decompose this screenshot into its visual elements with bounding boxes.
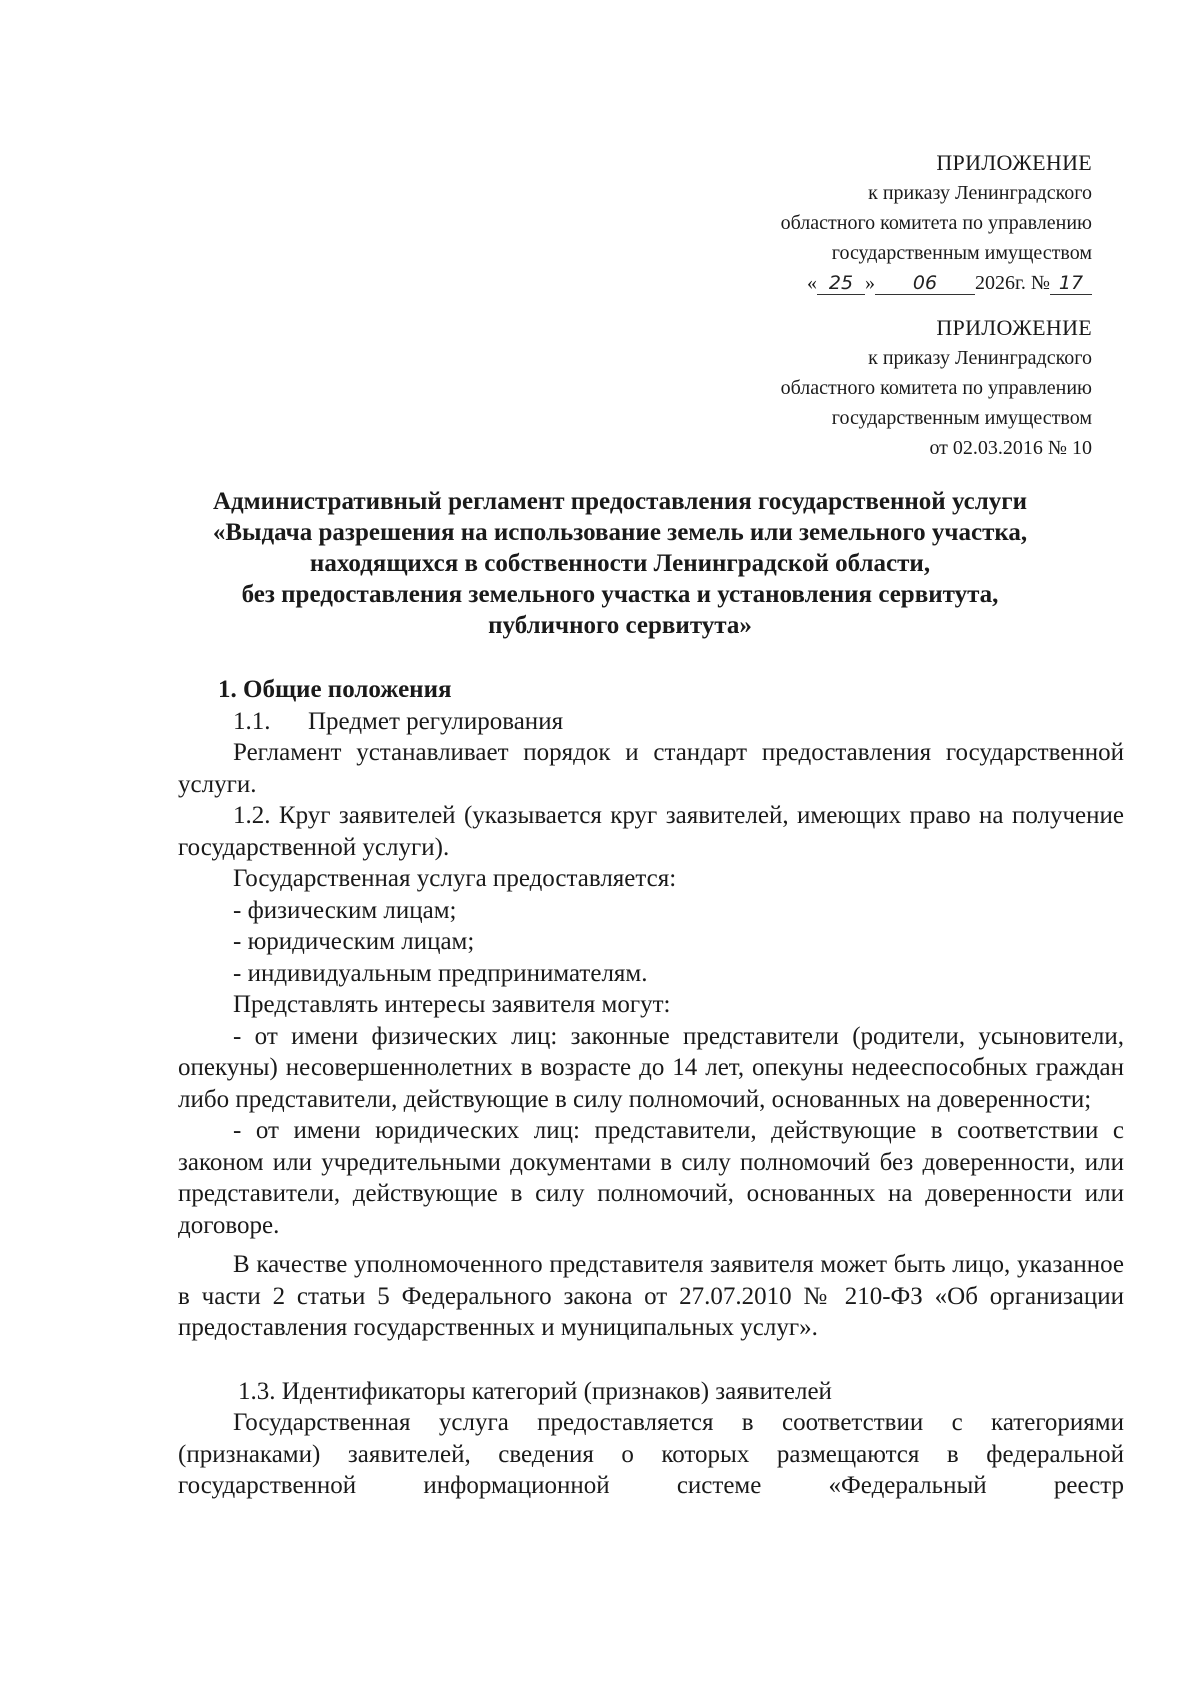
list-item: - юридическим лицам; [233,928,475,955]
annex-line: областного комитета по управлению [780,377,1092,399]
subsection-heading [178,706,1124,738]
annex-heading: ПРИЛОЖЕНИЕ [936,150,1092,175]
annex-block-original [572,313,1092,463]
list-item: - индивидуальным предпринимателям. [233,959,648,987]
list-item: - от имени физических лиц: законные представители (родители, усыновители, опекуны) несовершеннолетних в возрасте до 14 лет, опекуны недееспособных граждан либо представители, действующие в силу полномочий, основанных на доверенности; [178,1022,1124,1113]
annex-line: государственным имуществом [831,407,1092,429]
handwritten-month: 06 [875,272,975,295]
handwritten-day: 25 [817,272,865,295]
date-open-quote: « [806,272,817,294]
subsection-number: 1.1. [233,707,271,735]
paragraph: Государственная услуга предоставляется в соответствии с категориями (признаками) заявителей, сведения о которых размещаются в федеральной государственной информационной системе «Федеральный реестр [178,1409,1124,1499]
title-line: находящихся в собственности Ленинградской области, [309,550,931,577]
paragraph: 1.2. Круг заявителей (указывается круг заявителей, имеющих право на получение государственной услуги). [178,802,1124,861]
title-line: публичного сервитута» [488,612,752,639]
subsection-heading: 1.3. Идентификаторы категорий (признаков) заявителей [238,1377,832,1405]
title-line: Административный регламент предоставления государственной услуги [212,488,1028,515]
annex-date-line [572,268,1092,298]
annex-line: областного комитета по управлению [780,212,1092,234]
subsection-title: Предмет регулирования [308,707,564,735]
annex-line: к приказу Ленинградского [868,182,1092,204]
paragraph: Представлять интересы заявителя могут: [233,991,671,1018]
section-heading: 1. Общие положения [218,676,452,703]
annex-line: государственным имуществом [831,242,1092,264]
handwritten-order-number: 17 [1050,272,1092,295]
list-item: - от имени юридических лиц: представители, действующие в соответствии с законом или учредительными документами в силу полномочий без доверенности, или представители, действующие в силу полномочий, основанных на доверенности или договоре. [178,1117,1124,1239]
title-line: «Выдача разрешения на использование земель или земельного участка, [212,519,1028,546]
title-line: без предоставления земельного участка и установления сервитута, [241,581,999,608]
date-year-label: 2026г. № [974,272,1050,294]
annex-block-current [572,148,1092,298]
annex-line: к приказу Ленинградского [868,347,1092,369]
date-close-quote: » [864,272,875,294]
list-item: - физическим лицам; [233,896,457,924]
annex-heading: ПРИЛОЖЕНИЕ [936,315,1092,340]
paragraph: Регламент устанавливает порядок и стандарт предоставления государственной услуги. [178,739,1124,798]
document-body [178,674,1124,1502]
paragraph: В качестве уполномоченного представителя заявителя может быть лицо, указанное в части 2 статьи 5 Федерального закона от 27.07.2010 № 210-ФЗ «Об организации предоставления государственных и муниципальных услуг». [178,1251,1124,1341]
annex-line: от 02.03.2016 № 10 [929,437,1092,459]
document-title [160,486,1080,641]
paragraph: Государственная услуга предоставляется: [233,865,677,892]
